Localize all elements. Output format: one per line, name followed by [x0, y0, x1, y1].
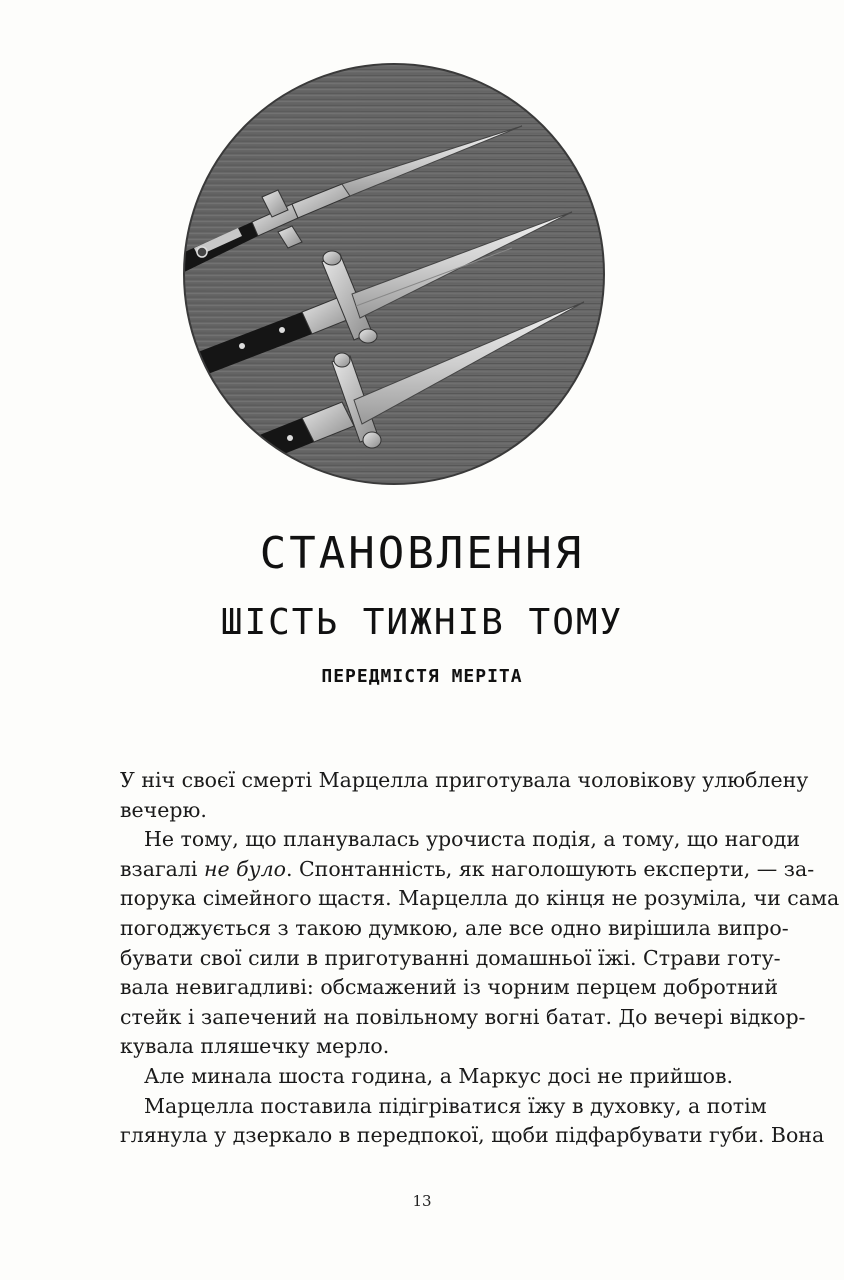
text-line: стейк і запечений на повільному вогні батат. До вечері відкор-	[120, 1004, 806, 1029]
text-line: У ніч своєї смерті Марцелла приготувала чоловікову улюблену	[120, 768, 809, 792]
chapter-location: ПЕРЕДМІСТЯ МЕРІТА	[321, 666, 523, 687]
emphasis-text: не було	[204, 856, 286, 881]
text-line: вечерю.	[120, 797, 207, 822]
text-line: погоджується з такою думкою, але все одно вирішила випро-	[120, 915, 789, 940]
text-line: Марцелла поставила підігріватися їжу в духовку, а потім	[144, 1093, 767, 1118]
chapter-subtitle: ШІСТЬ ТИЖНІВ ТОМУ	[220, 602, 624, 643]
text-line: Не тому, що планувалась урочиста подія, а тому, що нагоди	[144, 827, 801, 852]
text-line	[120, 855, 815, 885]
page-number: 13	[412, 1192, 432, 1210]
text-line: вала невигадливі: обсмажений із чорним перцем добротний	[120, 975, 779, 1000]
text-line: Але минала шоста година, а Маркус досі не прийшов.	[144, 1063, 734, 1088]
text-line: кувала пляшечку мерло.	[120, 1034, 390, 1059]
body-text	[120, 766, 840, 1151]
text-line: глянула у дзеркало в передпокої, щоби підфарбувати губи. Вона	[120, 1123, 825, 1148]
text-fragment: . Спонтанність, як наголошують експерти, — за-	[285, 856, 815, 881]
text-line: бувати свої сили в приготуванні домашньої їжі. Страви готу-	[120, 945, 781, 970]
knives-illustration	[182, 62, 606, 486]
chapter-title: СТАНОВЛЕННЯ	[259, 528, 585, 579]
text-fragment: взагалі	[120, 856, 205, 881]
text-line: порука сімейного щастя. Марцелла до кінця не розуміла, чи сама	[120, 886, 840, 911]
